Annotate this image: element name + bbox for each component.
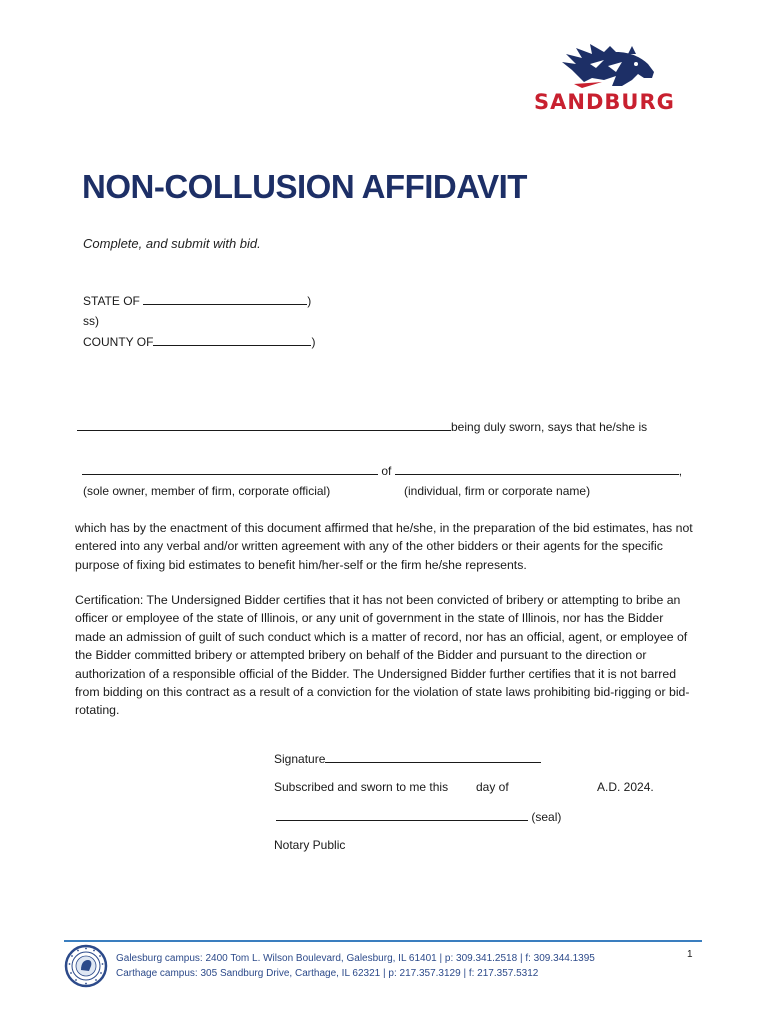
logo-wordmark: SANDBURG [534, 90, 675, 114]
county-blank[interactable] [153, 334, 311, 346]
college-seal-icon [64, 943, 108, 989]
state-suffix: ) [307, 294, 312, 308]
sandburg-logo [532, 40, 688, 116]
certification-paragraph: Certification: The Undersigned Bidder certifies that it has not been convicted of bribery or attempting to bribe an officer or employee of the state of Illinois, or any unit of government in the state of Illinois, nor has the Bidder made an admission of guilt of such conduct which is a matter of record, nor has an official, agent, or employee of the Bidder committed bribery or attempted bribery on behalf of the Bidder and pursuant to the direction or authorization of a responsible official of the Bidder. The Undersigned Bidder further certifies that it is not barred from bidding on this contract as a result of a conviction for the violation of state laws prohibiting bid-rigging or bid-rotating. [75, 593, 690, 718]
entity-caption: (individual, firm or corporate name) [404, 484, 591, 498]
state-label: STATE OF [83, 294, 140, 308]
sworn-label: Subscribed and sworn to me this [274, 780, 449, 794]
notary-label: Notary Public [274, 838, 346, 852]
entity-blank[interactable] [395, 463, 679, 475]
signature-blank[interactable] [325, 751, 541, 763]
state-line [83, 293, 311, 308]
signature-line [274, 751, 541, 766]
affiant-line [77, 419, 647, 434]
page-title: NON-COLLUSION AFFIDAVIT [82, 168, 527, 205]
county-label: COUNTY OF [83, 335, 154, 349]
agreement-paragraph: which has by the enactment of this document affirmed that he/she, in the preparation of the bid estimates, has not entered into any verbal and/or written agreement with any of the other bidders or their agents for the specific purpose of fixing bid estimates to benefit him/her-self or the firm he/she represents. [75, 521, 693, 572]
seal-label: (seal) [531, 810, 562, 824]
footer-addresses [116, 951, 595, 981]
sworn-text: being duly sworn, says that he/she is [451, 420, 648, 434]
ss-label: ss) [83, 314, 99, 328]
role-blank[interactable] [82, 463, 378, 475]
role-caption: (sole owner, member of firm, corporate official) [83, 484, 331, 498]
footer-divider [64, 940, 702, 942]
page-number: 1 [687, 949, 693, 960]
seal-line [276, 809, 561, 824]
signature-label: Signature [274, 752, 326, 766]
horse-head-icon [532, 40, 688, 90]
carthage-address: Carthage campus: 305 Sandburg Drive, Carthage, IL 62321 | p: 217.357.3129 | f: 217.357.5312 [116, 968, 539, 979]
county-suffix: ) [311, 335, 316, 349]
entity-comma: , [678, 464, 683, 478]
state-blank[interactable] [143, 293, 307, 305]
role-entity-line [82, 463, 682, 478]
day-label: day of [476, 780, 509, 794]
ad-label: A.D. 2024. [597, 780, 654, 794]
notary-blank[interactable] [276, 809, 528, 821]
of-text: of [381, 464, 392, 478]
affiant-name-blank[interactable] [77, 419, 451, 431]
county-line [83, 334, 315, 349]
subtitle: Complete, and submit with bid. [83, 236, 261, 251]
galesburg-address: Galesburg campus: 2400 Tom L. Wilson Boulevard, Galesburg, IL 61401 | p: 309.341.2518 | f: 309.344.1395 [116, 953, 595, 964]
